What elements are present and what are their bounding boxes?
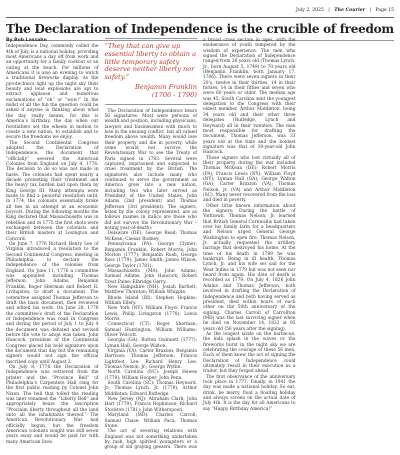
signers-rhode-island: Rhode Island (RI): Stephen Hopkins; William Ellery. (104, 295, 197, 306)
paragraph-4: On July 8, 1776 the Declaration of Independence was retrieved from the printer and the “Province Bell” of Philadelphia’s Carpenters Hall rang for the first public reading by Colonel John Nixon. The bell that tolled the reading was later renamed the “Liberty Bell” and appropriately bears the inscription “Proclaim liberty throughout all the land unto all the inhabitants thereof.” The American Revolutionary War had officially begun, but the freedom American colonists sought was still seven years away and would be paid for with many American lives. (6, 364, 99, 445)
signers-pennsylvania: Pennsylvania (PA): George Clymer; Benjamin Franklin; Robert Morris; John Morton (1777); Benjamin Rush; George Ross (1779); James Smith; James Wilson; George Taylor (1781). (104, 242, 197, 269)
signers-north-carolina: North Carolina (NC): Joseph Hewes (1779); William Hooper; John Penn. (104, 370, 197, 381)
pull-quote-dates: (1706 - 1790) (151, 90, 197, 99)
folio-separator-1: | (325, 8, 333, 13)
article-byline: By Bob Lassahn (6, 38, 47, 43)
signers-connecticut: Connecticut (CT): Roger Sherman; Samuel Huntington; William Williams; Oliver Wolcott. (104, 322, 197, 339)
signers-georgia: Georgia (GA): Button Gwinnett (1777); Lyman Hall; George Walton. (104, 338, 197, 349)
signers-new-jersey: New Jersey (NJ): Abraham Clark; John Hart (1779); Francis Hopkinson; Richard Stockton (1781); John Witherspoon. (104, 397, 197, 413)
signers-virginia: Virginia (VA): Carter Braxton; Benjamin Harrison; Thomas Jefferson; Francis Lightfoot Lee; Richard Henry Lee; Thomas Nelson, Jr.; George Wythe. (104, 349, 197, 371)
article-body (6, 38, 394, 455)
paragraph-2: The Second Continental Congress adopted the Declaration of Independence, the document that “officially” severed the American Colonies from England on July 4, 1776. The decision to do so was not made in haste. The colonists had spent nearly a decade protesting their treatment and the heavy tax burden laid upon them by King George III. Many attempts were made to find a peaceful resolution until, in 1774, the colonists essentially broke all ties in an attempt at an economic boycott. During the following months the King declared that Massachusetts was in rebellion and in 1775 the first shots were exchanged between the colonists and their British masters at Lexington and Concord. (6, 140, 99, 242)
paragraph-3: On June 7, 1776 Richard Henry Lee of Virginia introduced a resolution to the Second Continental Congress, meeting in Philadelphia, to declare the independence of the colonies from England. On June 11, 1776 a committee was appointed including Thomas Jefferson, John Adams, Benjamin Franklin, Roger Sherman and Robert R. Livingston, to draft a document. The committee assigned Thomas Jefferson to draft the basic document, then reviewed and edited his work. On June 28, 1776 the committee’s draft of the Declaration of Independence was read in Congress and during the period of July 1 to July 4 the document was debated and revised before the vote to adopt was taken. John Hancock, president of the Continental Congress placed his bold signature upon the document that day but the remaining signers would not sign the official inscribed copy until August 2. (6, 242, 99, 365)
signers-new-hampshire: New Hampshire (NH): Josiah Bartlett; Matthew Thornton; William Whipple. (104, 284, 197, 296)
page-folio (6, 5, 394, 16)
pull-quote (105, 38, 198, 105)
article-headline: The Declaration of Independence is the crucible of freedom (6, 17, 394, 39)
pull-quote-text: “They that can give up essential liberty to obtain a little temporary safety deserve neither liberty nor safety.” (104, 42, 197, 82)
signers-south-carolina: South Carolina (SC): Thomas Heyward, Jr.; Thomas Lynch, Jr. (1779); Arthur Middleton; Edward Rutledge. (104, 381, 197, 397)
paragraph-1: Independence Day, commonly called the 4th of July, is a national holiday, providing most Americans a day off from work and an opportunity for a family cookout or an outing at the beach. For millions of Americans it is also an evening to watch a traditional fireworks display. As the pyrotechnics light up the night sky their beauty and loud explosions are apt to extract applause and numerous exclamations of “oh” or “wow!” In the midst of all the fun the question could be asked if anyone is thinking about what the day really means, for this is America’s birthday, the day when our forefathers set the wheels in motion to create a new nation, to establish and to secure the freedoms we enjoy. (6, 44, 99, 141)
paragraph-ages: The act of severing relations with England was not something undertaken by rash, high spirited youngsters or a group of old graying geezers. There was a broad cross section in ages, with the exuberance of youth tempered by the wisdom of experience. The men who signed the Declaration of Independence ranged from 26 years old (Thomas Lynch, Jr., born August 5, 1749) to 70 years old (Benjamin Franklin, born January 17, 1706). There were seven signers in their 20’s, twelve in their thirties, 14 in their forties, 14 in their fifties and seven who were 60 years or older. The median age was 45. South Carolina sent the youngest delegation to the Congress with their oldest member, Arthur Middleton, being 34 years old and their other three delegates (Rutledge, Lynch and Heyward) all in their twenties. The man most responsible for drafting the document, Thomas Jefferson, was 33 years old at the time and the boldest signature was that of 39-year-old John Hancock. (104, 38, 296, 451)
signers-maryland: Maryland (MD): Charles Carroll; Samuel Chase; William Paca; Thomas Stone. (104, 413, 197, 429)
folio-separator-2: | (366, 8, 374, 13)
folio-publication: The Courier (334, 8, 366, 13)
folio-date: July 2, 2025 (296, 8, 324, 13)
paragraph-little-known: Other little known information about the signers: During the battle of Yorktown, Thomas Nelson, Jr. learned that British General Cornwallis had taken over his family farm for a headquarters and Nelson urged General George Washington to open fire. Thomas Nelson, Jr. actually requested the artillery barrage that destroyed his home. At the time of his death in 1789 he was bankrupt. Being in ill health, Thomas Lynch, Jr. and his wife set sail for the West Indies in 1779 but was not seen nor heard from again. His date of death is recorded as 1779. On July 4, 1826 John Adams and Thomas Jefferson, both involved in drafting the Declaration of Independence and both having served as president, died within hours of each other on the 50th anniversary of the signing. Charles Carroll of Carrollton (MD) was the last surviving signer when he died on November 14, 1832 at 95 years old (56 years after the signing). (203, 203, 296, 332)
paragraph-5: The Declaration of Independence bears 56 signatures. Most were persons of wealth and position, including physicians, lawyers and businessmen with much to lose in the ensuing conflict, but all valued freedom above wealth. Many would lose their property and die in poverty, while some would not survive the Revolutionary War to see the Treaty of Paris signed in 1783. Several were captured, imprisoned and subjected to cruel treatment by the British. The signatures also include many who continued to serve the government as America grew into a new nation, including two who later served as President of the United States, John Adams (2nd president) and Thomas Jefferson (3rd president). The signers, listed by the colony represented, are as follows (names in italics are those who did not survive the Revolutionary War – noting year-of-death): (104, 108, 197, 232)
signers-new-york: New York (NY): William Floyd; Francis Lewis; Philip Livingston (1778); Lewis Morris. (104, 306, 197, 322)
signers-massachusetts: Massachusetts (MA): John Adams; Samuel Adams; John Hancock; Robert Treat Paine; Elbridge Gerry. (104, 268, 197, 285)
folio-page-number: Page 15 (375, 8, 394, 13)
pull-quote-attribution: Benjamin Franklin (134, 82, 197, 91)
paragraph-celebration: As the longest sizzle on the barbecue, the kids splash in the waves or the fireworks burst in the night sky we are celebrating the courage of these 56 men. Each of them knew the act of signing the Declaration of Independence could ultimately result in their execution as a traitor, but they forged ahead. (203, 331, 296, 375)
paragraph-closing: The first observance of the anniversary took place in 1777. Finally, in 1941 the day was made a national holiday. So eat, drink, be merry, float a floating holiday and always screen on the actual date of July 4th. It is the day for all Americans to say “Happy Birthday America!” (203, 374, 296, 412)
signers-delaware: Delaware (DE): George Read; Thomas McKean; Caesar Rodney. (104, 231, 197, 242)
paragraph-property-lost: Those signers who lost virtually all of their property during the war included Thomas McKean (DE); Robert Morris (PA); Francis Lewis (NY); William Floyd (NY); Lyman Hall (GA); George Walton (GA); Carter Braxton (VA); Thomas Nelson, Jr. (VA) and Arthur Middleton (SC). Many never recovered from the loss and died in poverty. (203, 155, 296, 204)
